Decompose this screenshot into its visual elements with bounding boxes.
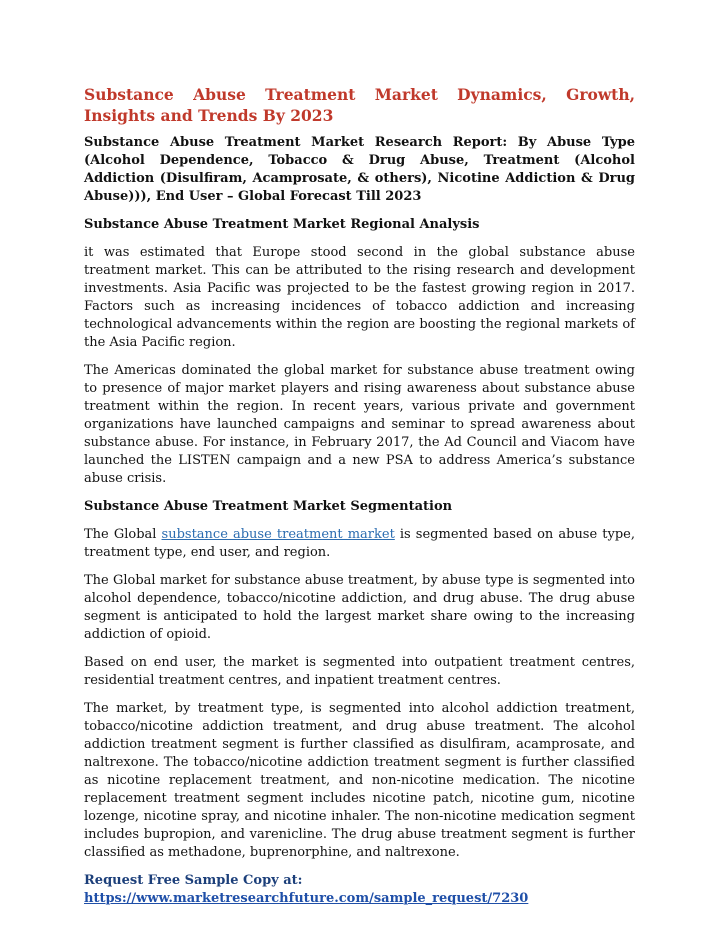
market-link[interactable]: substance abuse treatment market <box>161 527 395 542</box>
segmentation-heading: Substance Abuse Treatment Market Segmentation <box>84 499 453 514</box>
segmentation-intro-prefix: The Global <box>84 527 162 542</box>
segmentation-paragraph-intro <box>84 526 635 562</box>
request-sample-label: Request Free Sample Copy at: <box>84 873 303 888</box>
report-subtitle: Substance Abuse Treatment Market Research Report: By Abuse Type (Alcohol Dependence, Tobacco & Drug Abuse, Treatment (Alcohol Addiction (Disulfiram, Acamprosate, & others), Nicotine Addiction & Drug Abuse))), End User – Global Forecast Till 2023 <box>84 135 635 204</box>
segmentation-intro-suffix: is segmented based on abuse type, treatment type, end user, and region. <box>84 527 635 560</box>
request-sample-link[interactable]: https://www.marketresearchfuture.com/sample_request/7230 <box>84 891 529 906</box>
document-title: Substance Abuse Treatment Market Dynamics, Growth, Insights and Trends By 2023 <box>84 85 635 125</box>
regional-analysis-heading: Substance Abuse Treatment Market Regional Analysis <box>84 217 480 232</box>
segmentation-paragraph-treatment-type: The market, by treatment type, is segmented into alcohol addiction treatment, tobacco/nicotine addiction treatment, and drug abuse treatment. The alcohol addiction treatment segment is further classified as disulfiram, acamprosate, and naltrexone. The tobacco/nicotine addiction treatment segment is further classified as nicotine replacement treatment, and non-nicotine medication. The nicotine replacement treatment segment includes nicotine patch, nicotine gum, nicotine lozenge, nicotine spray, and nicotine inhaler. The non-nicotine medication segment includes bupropion, and varenicline. The drug abuse treatment segment is further classified as methadone, buprenorphine, and naltrexone. <box>84 701 635 860</box>
regional-paragraph-europe: it was estimated that Europe stood second in the global substance abuse treatment market. This can be attributed to the rising research and development investments. Asia Pacific was projected to be the fastest growing region in 2017. Factors such as increasing incidences of tobacco addiction and increasing technological advancements within the region are boosting the regional markets of the Asia Pacific region. <box>84 245 635 350</box>
segmentation-paragraph-abuse-type: The Global market for substance abuse treatment, by abuse type is segmented into alcohol dependence, tobacco/nicotine addiction, and drug abuse. The drug abuse segment is anticipated to hold the largest market share owing to the increasing addiction of opioid. <box>84 573 635 642</box>
segmentation-paragraph-end-user: Based on end user, the market is segmented into outpatient treatment centres, residential treatment centres, and inpatient treatment centres. <box>84 655 635 688</box>
document-body <box>84 84 635 908</box>
regional-paragraph-americas: The Americas dominated the global market for substance abuse treatment owing to presence of major market players and rising awareness about substance abuse treatment within the region. In recent years, various private and government organizations have launched campaigns and seminar to spread awareness about substance abuse. For instance, in February 2017, the Ad Council and Viacom have launched the LISTEN campaign and a new PSA to address America’s substance abuse crisis. <box>84 363 635 486</box>
